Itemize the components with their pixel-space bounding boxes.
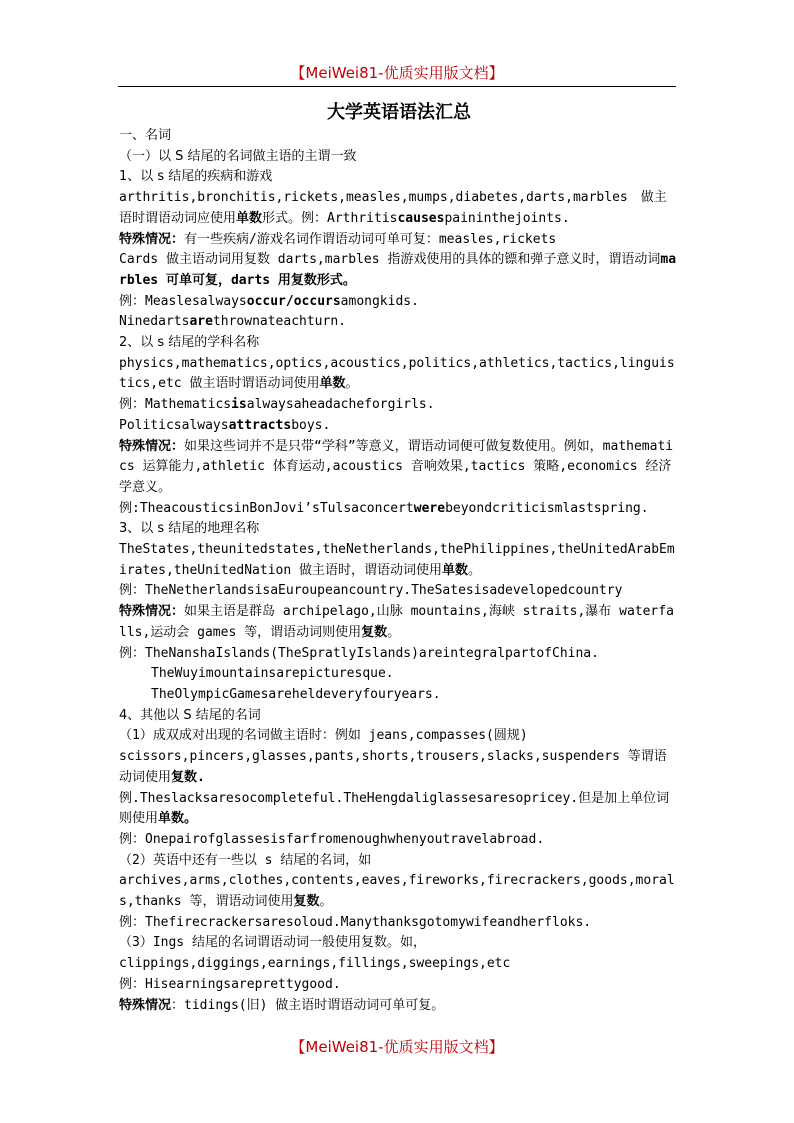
special-case: 特殊情况：有一些疾病/游戏名词作谓语动词可单可复：measles,rickets [119,231,557,247]
example: Politicsalwaysattractsboys. [119,417,331,433]
example: 例：Mathematicsisalwaysaheadacheforgirls. [119,397,435,413]
subsection-heading: （一）以 S 结尾的名词做主语的主谓一致 [119,148,357,164]
document-title: 大学英语语法汇总 [327,102,471,123]
special-case: 特殊情况：如果主语是群岛 archipelago,山脉 mountains,海峡 straits,瀑布 waterfalls,运动会 games 等，谓语动词则使用复数。 [119,604,674,640]
example: 例：Thefirecrackersaresoloud.Manythanksgotomywifeandherfloks. [119,914,592,930]
paragraph: arthritis,bronchitis,rickets,measles,mumps,diabetes,darts,marbles 做主语时谓语动词应使用单数形式。例：Arthritiscausespaininthejoints. [119,190,667,226]
paragraph: archives,arms,clothes,contents,eaves,fireworks,firecrackers,goods,morals,thanks 等，谓语动词使用复数。 [119,873,675,910]
sub-item: （2）英语中还有一些以 s 结尾的名词，如 [119,852,372,868]
example: 例：Onepairofglassesisfarfromenoughwhenyoutravelabroad. [119,831,545,847]
example: 例：TheNetherlandsisaEuroupeancountry.TheSatesisadevelopedcountry [119,583,623,599]
example: TheWuyimountainsarepicturesque. [151,666,394,682]
example: 例：Hisearningsareprettygood. [119,976,341,992]
sub-item: （1）成双成对出现的名词做主语时：例如 jeans,compasses(圆规) [119,728,528,744]
item-heading: 1、以 s 结尾的疾病和游戏 [119,169,273,185]
paragraph: scissors,pincers,glasses,pants,shorts,trousers,slacks,suspenders 等谓语动词使用复数. [119,749,667,785]
paragraph: clippings,diggings,earnings,fillings,sweepings,etc [119,956,511,972]
item-heading: 2、以 s 结尾的学科名称 [119,335,260,351]
document-body [119,100,679,1016]
page-header: 【MeiWei81-优质实用版文档】 [290,64,504,82]
item-heading: 4、其他以 S 结尾的名词 [119,707,261,723]
item-heading: 3、以 s 结尾的地理名称 [119,521,260,537]
example: TheOlympicGamesareheldeveryfouryears. [151,686,441,702]
example: 例：TheNanshaIslands(TheSpratlyIslands)areintegralpartofChina. [119,645,599,661]
example: 例：Measlesalwaysoccur/occursamongkids. [119,293,419,309]
example: 例.Theslacksaresocompleteful.TheHengdaliglassesaresopricey.但是加上单位词则使用单数。 [119,790,670,827]
section-heading: 一、名词 [119,128,172,143]
special-case: 特殊情况：tidings(旧) 做主语时谓语动词可单可复。 [119,997,445,1013]
paragraph: physics,mathematics,optics,acoustics,politics,athletics,tactics,linguistics,etc 做主语时谓语动词使用单数。 [119,355,675,392]
special-case: 特殊情况：如果这些词并不是只带“学科”等意义，谓语动词便可做复数使用。例如，mathematics 运算能力,athletic 体育运动,acoustics 音响效果,tactics 策略,economics 经济学意义。 [119,438,674,495]
paragraph: Cards 做主语动词用复数 darts,marbles 指游戏使用的具体的镖和弹子意义时，谓语动词marbles 可单可复，darts 用复数形式。 [119,252,677,288]
page-footer: 【MeiWei81-优质实用版文档】 [290,1038,504,1056]
example: Ninedartsarethrownateachturn. [119,314,346,330]
sub-item: （3）Ings 结尾的名词谓语动词一般使用复数。如， [119,935,426,951]
example: 例:TheacousticsinBonJovi’sTulsaconcertwerebeyondcriticismlastspring. [119,500,649,516]
header-divider [118,86,676,87]
paragraph: TheStates,theunitedstates,theNetherlands,thePhilippines,theUnitedArabEmirates,theUnitedNation 做主语时，谓语动词使用单数。 [119,542,675,578]
